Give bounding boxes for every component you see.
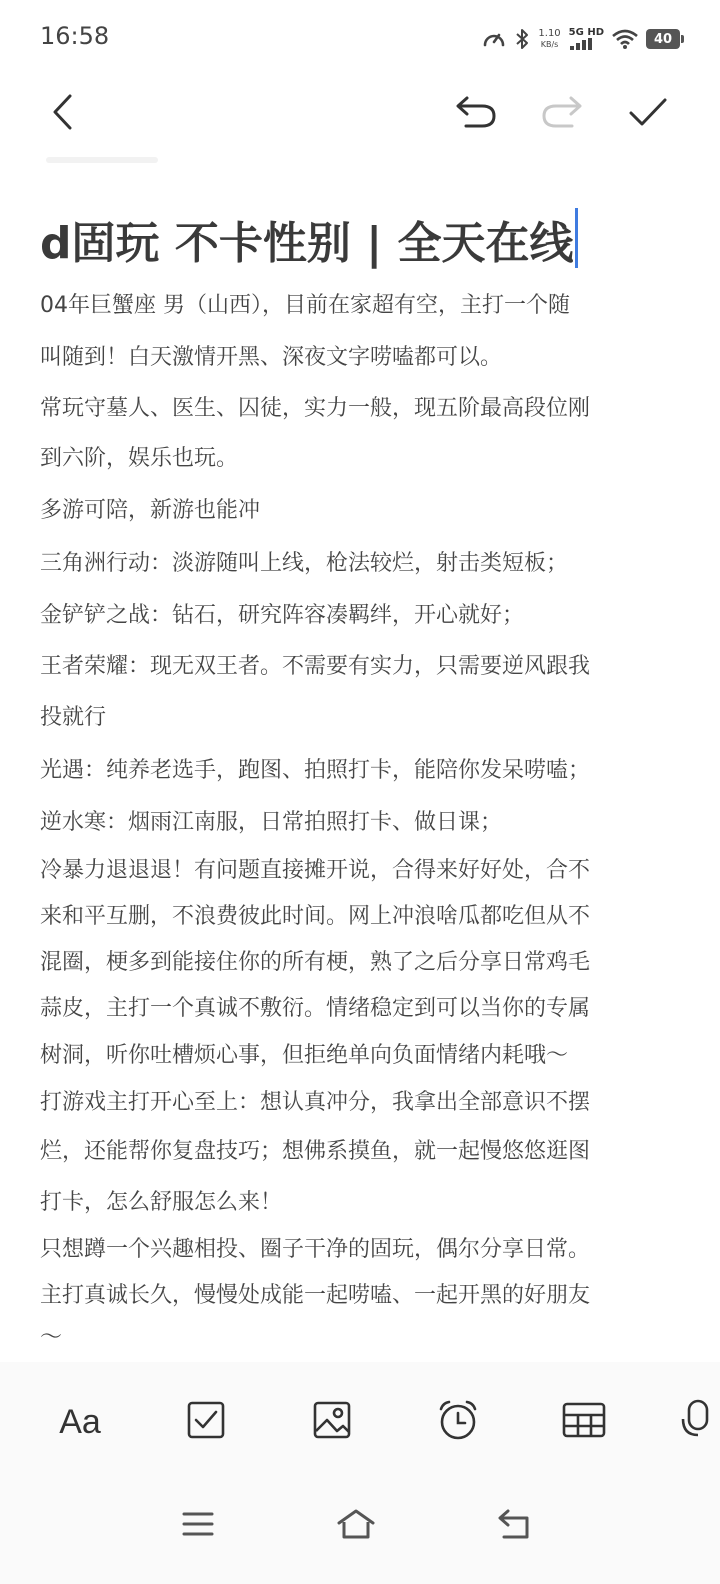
network-speed-unit: KB/s	[540, 40, 559, 49]
undo-icon	[454, 94, 498, 134]
body-line: 到六阶，娱乐也玩。	[40, 446, 239, 471]
network-type-label: 5G HD	[568, 27, 604, 38]
body-line: ～	[40, 1325, 63, 1350]
text-cursor	[575, 208, 578, 268]
done-button[interactable]	[622, 88, 674, 140]
body-line: 金铲铲之战：钻石，研究阵容凑羁绊，开心就好；	[40, 603, 525, 628]
body-line: 王者荣耀：现无双王者。不需要有实力，只需要逆风跟我	[40, 654, 591, 679]
editor-toolbar	[0, 78, 720, 148]
body-line: 多游可陪，新游也能冲	[40, 498, 261, 523]
checkbox-icon	[187, 1401, 225, 1443]
home-button[interactable]	[326, 1504, 386, 1548]
body-line: 只想蹲一个兴趣相投、圈子干净的固玩，偶尔分享日常。	[40, 1237, 591, 1262]
body-line: 烂，还能帮你复盘技巧；想佛系摸鱼，就一起慢悠悠逛图	[40, 1139, 591, 1164]
menu-icon	[182, 1511, 214, 1541]
table-icon	[562, 1402, 606, 1442]
body-line: 混圈，梗多到能接住你的所有梗，熟了之后分享日常鸡毛	[40, 950, 591, 975]
home-icon	[336, 1508, 376, 1544]
status-time: 16:58	[40, 22, 110, 50]
battery-level: 40	[653, 31, 673, 47]
voice-input-button[interactable]	[680, 1394, 720, 1450]
body-line: 常玩守墓人、医生、囚徒，实力一般，现五阶最高段位刚	[40, 396, 591, 421]
battery-icon	[646, 29, 680, 49]
text-format-icon: Aa	[59, 1402, 101, 1441]
body-line: 投就行	[40, 705, 107, 730]
wifi-icon	[612, 29, 638, 49]
network-speed	[538, 28, 560, 50]
check-icon	[628, 96, 668, 132]
body-line: 光遇：纯养老选手，跑图、拍照打卡，能陪你发呆唠嗑；	[40, 758, 591, 783]
microphone-icon	[680, 1399, 710, 1445]
body-line: 冷暴力退退退！有问题直接摊开说，合得来好好处，合不	[40, 858, 591, 883]
speedometer-icon	[482, 28, 506, 50]
body-line: 逆水寒：烟雨江南服，日常拍照打卡、做日课；	[40, 810, 503, 835]
insert-image-button[interactable]	[302, 1394, 362, 1450]
back-icon	[496, 1508, 532, 1544]
bluetooth-icon	[514, 28, 530, 50]
insert-table-button[interactable]	[554, 1394, 614, 1450]
redo-button[interactable]	[536, 88, 588, 140]
status-icons	[482, 24, 680, 54]
body-line: 叫随到！白天激情开黑、深夜文字唠嗑都可以。	[40, 345, 503, 370]
back-nav-button[interactable]	[484, 1504, 544, 1548]
system-navigation-bar	[0, 1480, 720, 1584]
reminder-button[interactable]	[428, 1394, 488, 1450]
body-line: 来和平互删，不浪费彼此时间。网上冲浪啥瓜都吃但从不	[40, 904, 591, 929]
network-speed-value: 1.10	[538, 28, 561, 39]
undo-button[interactable]	[450, 88, 502, 140]
document-body[interactable]	[40, 280, 680, 1358]
scroll-hint-bar	[46, 157, 158, 163]
document-title[interactable]	[40, 208, 700, 279]
status-bar	[0, 0, 720, 78]
body-line: 蒜皮，主打一个真诚不敷衍。情绪稳定到可以当你的专属	[40, 996, 591, 1021]
body-line: 打卡，怎么舒服怎么来！	[40, 1190, 283, 1215]
body-line: 打游戏主打开心至上：想认真冲分，我拿出全部意识不摆	[40, 1090, 591, 1115]
signal-bars-icon	[569, 38, 604, 50]
cellular-signal	[569, 28, 604, 50]
checklist-button[interactable]	[176, 1394, 236, 1450]
body-line: 三角洲行动：淡游随叫上线，枪法较烂，射击类短板；	[40, 551, 569, 576]
back-arrow-icon	[50, 94, 78, 134]
body-line: 树洞，听你吐槽烦心事，但拒绝单向负面情绪内耗哦～	[40, 1043, 569, 1068]
document-title-text: d固玩 不卡性别 | 全天在线	[40, 218, 574, 269]
recent-apps-button[interactable]	[168, 1504, 228, 1548]
image-icon	[313, 1401, 351, 1443]
body-line: 主打真诚长久，慢慢处成能一起唠嗑、一起开黑的好朋友	[40, 1283, 591, 1308]
text-format-button[interactable]	[50, 1394, 110, 1450]
body-line: 04年巨蟹座 男（山西），目前在家超有空，主打一个随	[40, 293, 570, 318]
format-toolbar	[0, 1362, 720, 1480]
alarm-clock-icon	[437, 1399, 479, 1445]
back-button[interactable]	[38, 88, 90, 140]
redo-icon	[540, 94, 584, 134]
